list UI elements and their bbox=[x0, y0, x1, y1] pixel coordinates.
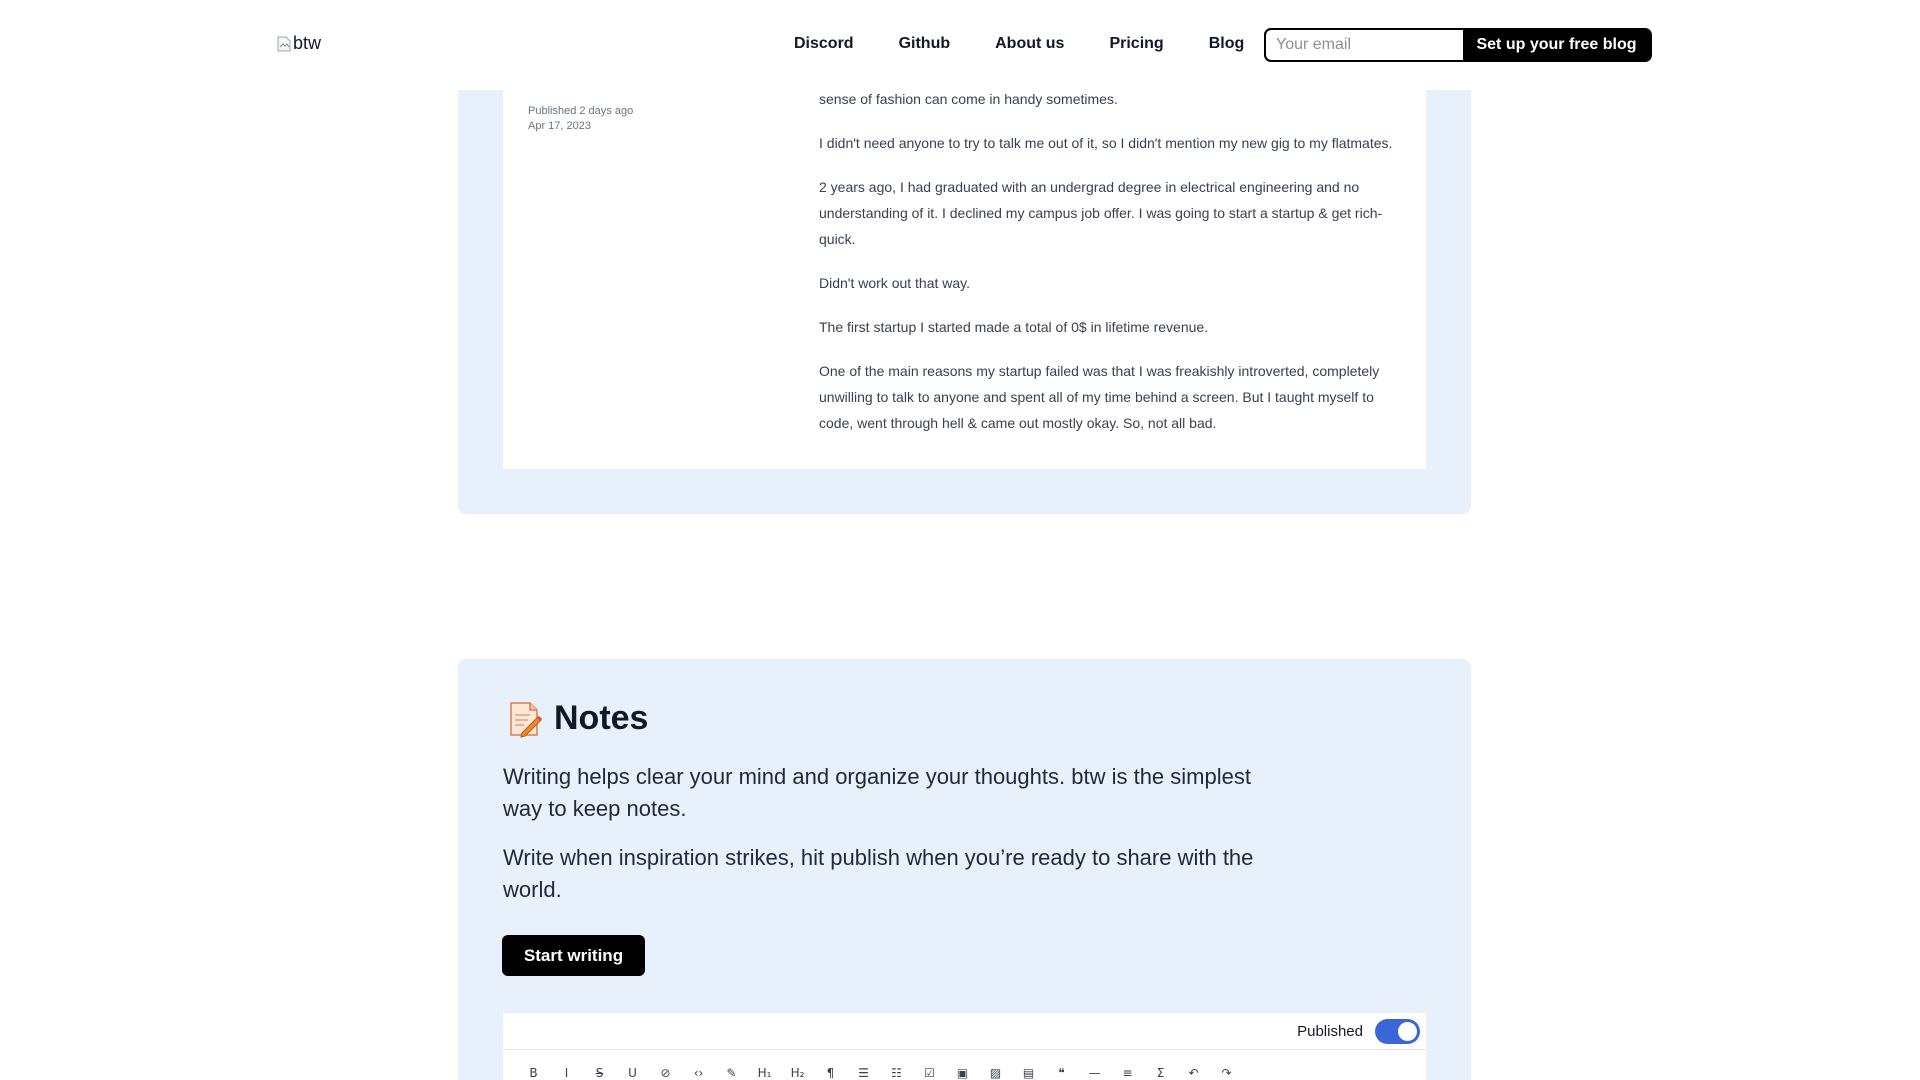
underline-icon[interactable]: U bbox=[628, 1066, 637, 1080]
divider-icon[interactable]: — bbox=[1088, 1066, 1101, 1080]
memo-pencil-icon bbox=[508, 700, 542, 738]
start-writing-button[interactable]: Start writing bbox=[502, 935, 645, 976]
heading-1-icon[interactable]: H₁ bbox=[757, 1066, 772, 1080]
italic-icon[interactable]: I bbox=[564, 1066, 569, 1080]
blog-preview-section bbox=[458, 74, 1471, 514]
quote-icon[interactable]: ❝ bbox=[1058, 1066, 1065, 1080]
highlight-icon[interactable]: ✎ bbox=[726, 1066, 737, 1080]
blog-post-preview bbox=[503, 74, 1426, 469]
notes-title: Notes bbox=[554, 699, 649, 737]
image-icon[interactable]: ▨ bbox=[989, 1066, 1002, 1080]
broken-image-icon bbox=[277, 36, 291, 52]
published-relative: Published 2 days ago bbox=[528, 105, 634, 117]
logo-link[interactable] bbox=[277, 33, 321, 54]
post-paragraph: The first startup I started made a total of 0$ in lifetime revenue. bbox=[819, 319, 1209, 335]
embed-icon[interactable]: ▤ bbox=[1022, 1066, 1035, 1080]
notes-description bbox=[503, 761, 1283, 923]
bold-icon[interactable]: B bbox=[529, 1066, 538, 1080]
notes-paragraph-1: Writing helps clear your mind and organize your thoughts. btw is the simplest way to keep notes. bbox=[503, 764, 1251, 821]
undo-icon[interactable]: ↶ bbox=[1188, 1066, 1199, 1080]
post-meta bbox=[528, 104, 633, 134]
signup-form bbox=[1264, 28, 1652, 62]
align-icon[interactable]: ≡ bbox=[1122, 1066, 1133, 1080]
nav-blog[interactable]: Blog bbox=[1208, 35, 1245, 52]
notes-section bbox=[458, 659, 1471, 1080]
nav-pricing[interactable]: Pricing bbox=[1109, 35, 1164, 52]
logo-text: btw bbox=[293, 33, 322, 53]
post-paragraph: 2 years ago, I had graduated with an undergrad degree in electrical engineering and no understanding of it. I declined my campus job offer. I was going to start a startup & get rich-quick. bbox=[819, 179, 1383, 247]
paragraph-icon[interactable]: ¶ bbox=[826, 1066, 835, 1080]
published-label: Published bbox=[1297, 1022, 1363, 1040]
code-block-icon[interactable]: ▣ bbox=[956, 1066, 969, 1080]
site-header bbox=[0, 0, 1920, 90]
main-nav bbox=[794, 30, 1276, 58]
notes-heading bbox=[508, 699, 648, 738]
post-paragraph: sense of fashion can come in handy sometimes. bbox=[819, 91, 1118, 107]
clear-format-icon[interactable]: Σ bbox=[1156, 1066, 1165, 1080]
notes-paragraph-2: Write when inspiration strikes, hit publish when you’re ready to share with the world. bbox=[503, 845, 1254, 902]
toggle-knob bbox=[1398, 1022, 1417, 1041]
nav-discord[interactable]: Discord bbox=[794, 35, 854, 52]
post-paragraph: One of the main reasons my startup failed was that I was freakishly introverted, completely unwilling to talk to anyone and spent all of my time behind a screen. But I taught myself to code, went through hell & came out mostly okay. So, not all bad. bbox=[819, 363, 1380, 431]
heading-2-icon[interactable]: H₂ bbox=[790, 1066, 805, 1080]
bullet-list-icon[interactable]: ☰ bbox=[858, 1066, 869, 1080]
editor-header bbox=[503, 1013, 1426, 1050]
setup-blog-button[interactable]: Set up your free blog bbox=[1463, 30, 1650, 60]
post-paragraph: I didn't need anyone to try to talk me out of it, so I didn't mention my new gig to my flatmates. bbox=[819, 135, 1393, 151]
nav-about-us[interactable]: About us bbox=[995, 35, 1065, 52]
note-editor bbox=[503, 1013, 1426, 1080]
published-toggle[interactable] bbox=[1375, 1019, 1420, 1044]
ordered-list-icon[interactable]: ☷ bbox=[891, 1066, 902, 1080]
nav-github[interactable]: Github bbox=[898, 35, 951, 52]
editor-toolbar bbox=[503, 1050, 1426, 1080]
task-list-icon[interactable]: ☑ bbox=[924, 1066, 935, 1080]
published-date: Apr 17, 2023 bbox=[528, 120, 591, 132]
post-paragraph: Didn't work out that way. bbox=[819, 275, 971, 291]
code-icon[interactable]: ‹› bbox=[693, 1066, 704, 1080]
link-icon[interactable]: ⊘ bbox=[660, 1066, 671, 1080]
strikethrough-icon[interactable]: S̶ bbox=[595, 1066, 604, 1080]
email-input[interactable] bbox=[1266, 30, 1463, 60]
post-body bbox=[819, 86, 1409, 454]
redo-icon[interactable]: ↷ bbox=[1221, 1066, 1232, 1080]
